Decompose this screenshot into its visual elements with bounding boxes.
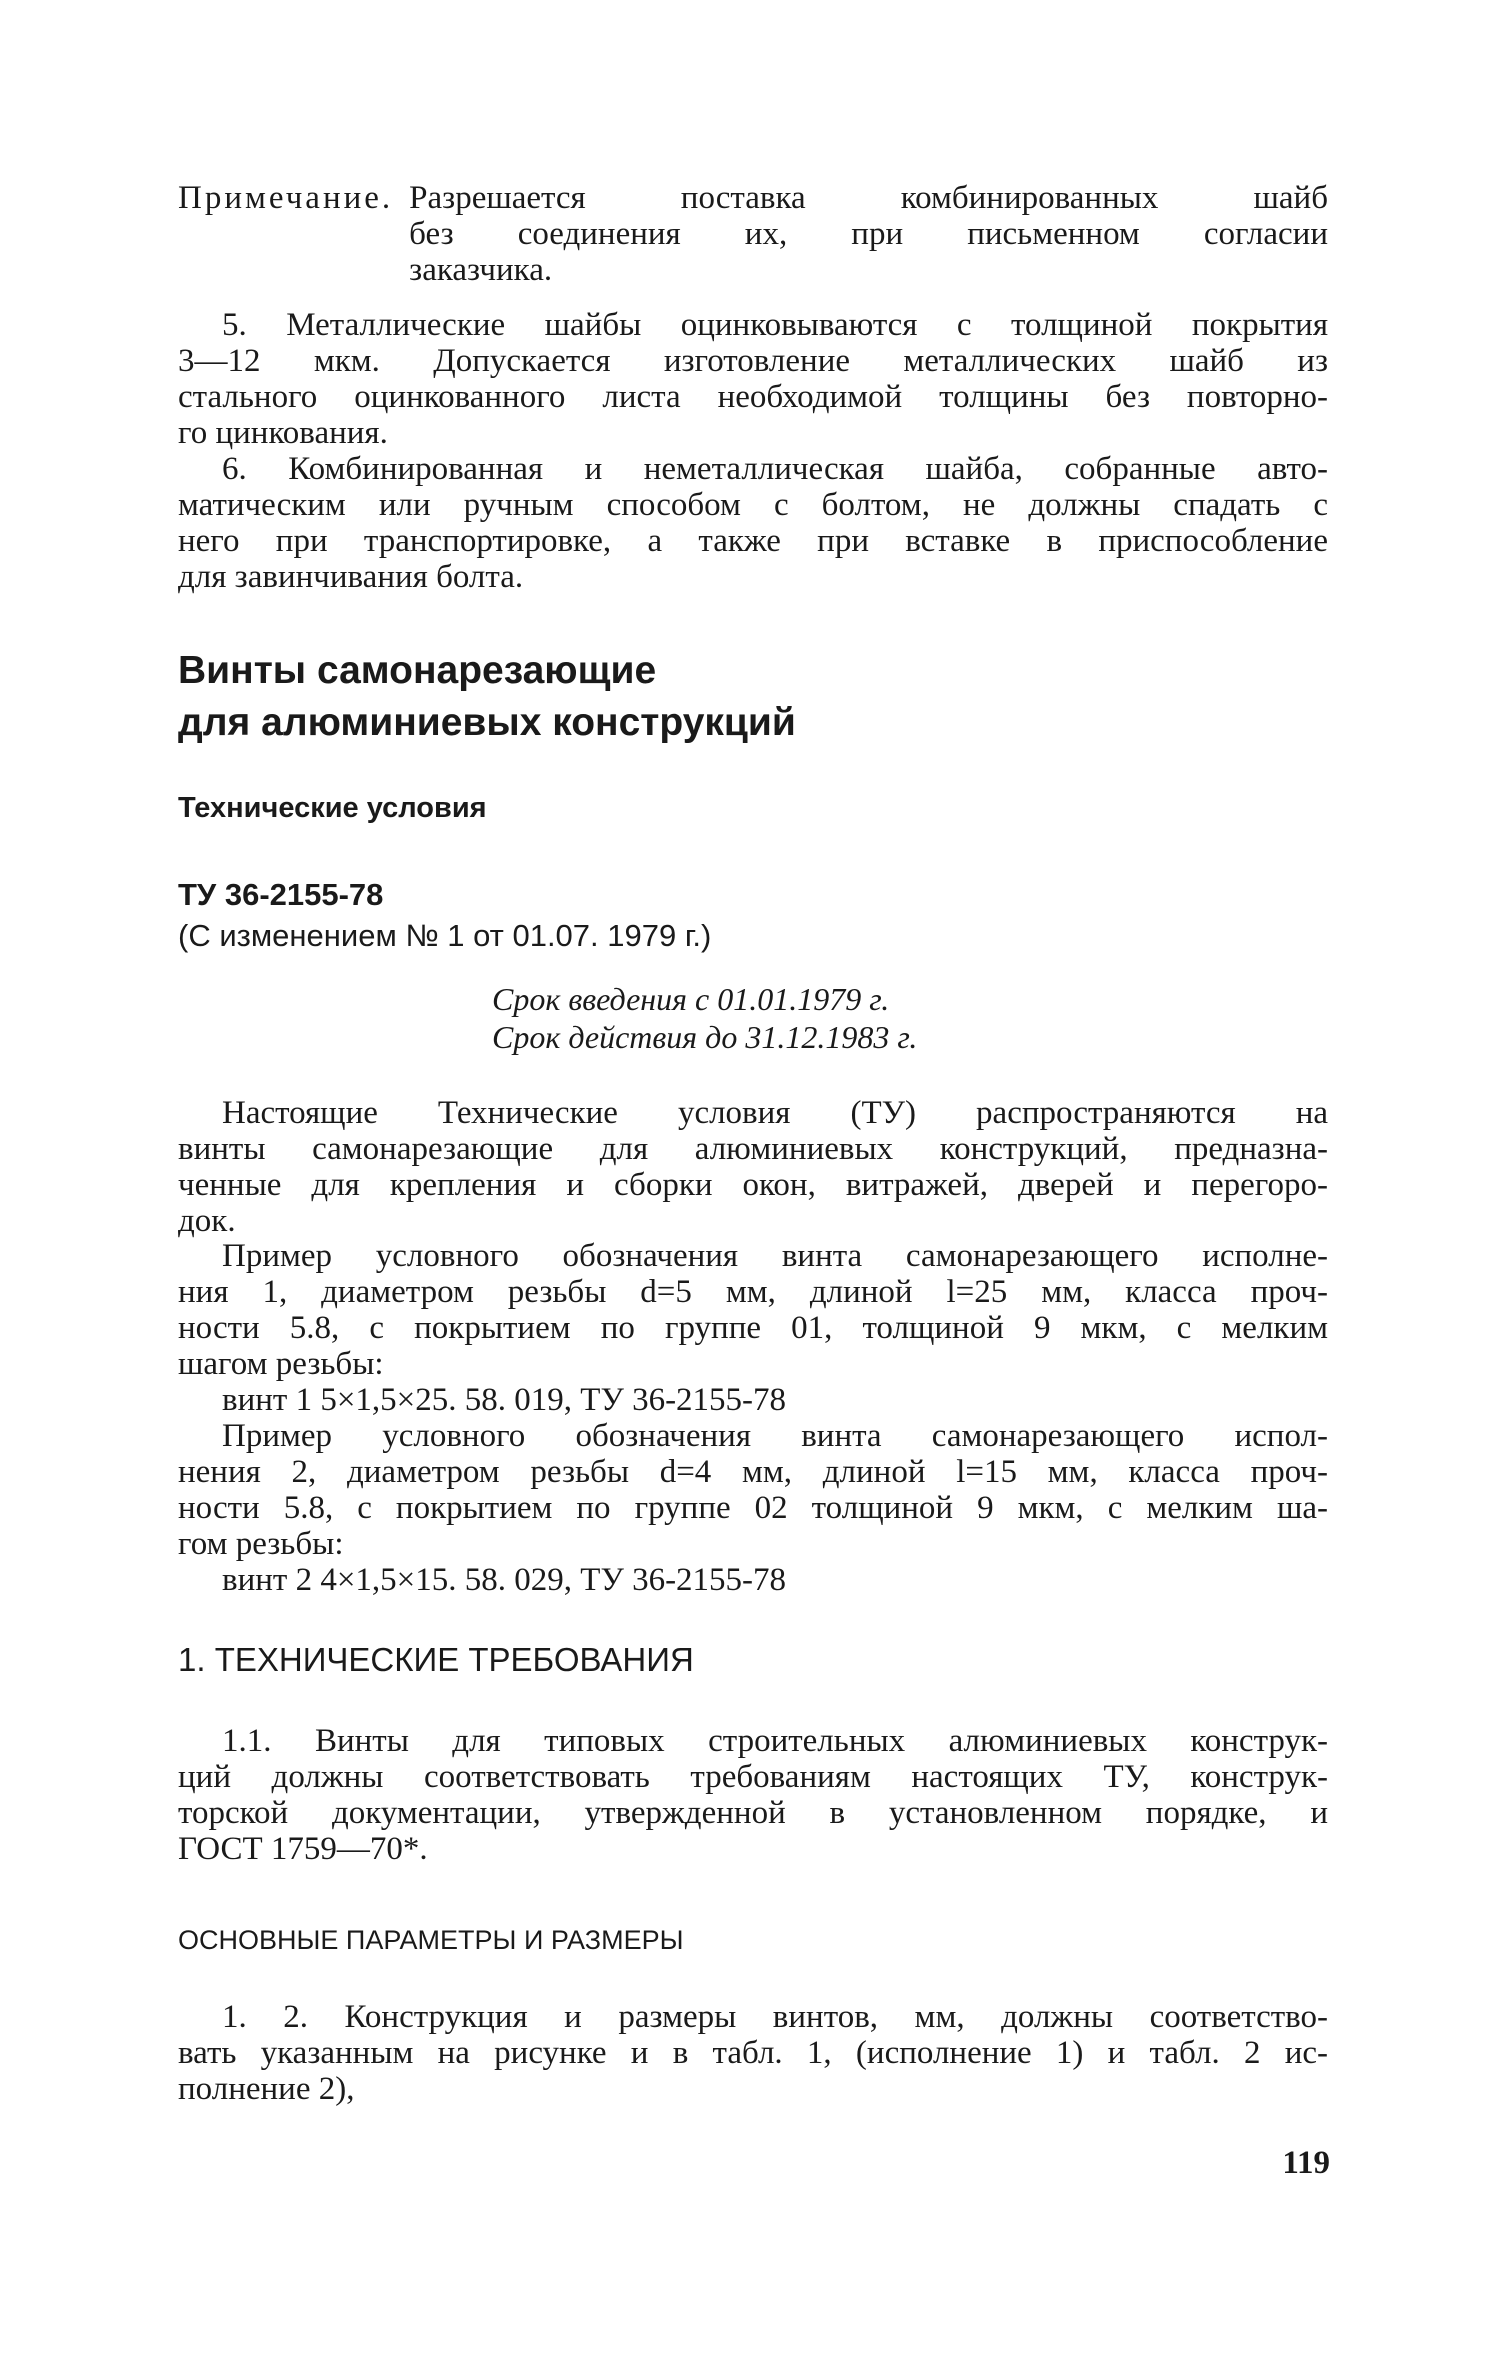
item-1-1 <box>178 1723 1328 1867</box>
note-line: заказчика. <box>409 252 553 288</box>
subsection-heading <box>178 1923 1328 1957</box>
example-1-code: винт 1 5×1,5×25. 58. 019, ТУ 36-2155-78 <box>222 1382 787 1418</box>
item-6-line: 6. Комбинированная и неметаллическая шайба, собранные авто- <box>222 451 1328 487</box>
item-5-line: го цинкования. <box>178 415 388 451</box>
example-1-line: ности 5.8, с покрытием по группе 01, толщиной 9 мкм, с мелким <box>178 1310 1328 1346</box>
item-1-2-line: полнение 2), <box>178 2071 355 2107</box>
doc-code: ТУ 36-2155-78 <box>178 877 384 912</box>
note-line: Разрешается поставка комбинированных шайб <box>409 180 1328 216</box>
item-5-line: 3—12 мкм. Допускается изготовление металлических шайб из <box>178 343 1328 379</box>
intro-line: док. <box>178 1203 236 1239</box>
doc-code-block <box>178 876 1328 958</box>
example-2-line: нения 2, диаметром резьбы d=4 мм, длиной l=15 мм, класса проч- <box>178 1454 1328 1490</box>
item-6-line: матическим или ручным способом с болтом, не должны спадать с <box>178 487 1328 523</box>
intro-line: ченные для крепления и сборки окон, витражей, дверей и перегоро- <box>178 1167 1328 1203</box>
title-line-2: для алюминиевых конструкций <box>178 701 796 744</box>
page-number-text: 119 <box>1282 2145 1330 2181</box>
amendment: (С изменением № 1 от 01.07. 1979 г.) <box>178 918 712 953</box>
example-1-line: шагом резьбы: <box>178 1346 384 1382</box>
item-1-2-line: 1. 2. Конструкция и размеры винтов, мм, должны соответство- <box>222 1999 1328 2035</box>
intro-paragraph <box>178 1095 1328 1239</box>
note-line: без соединения их, при письменном согласии <box>409 216 1328 252</box>
example-2-line: ности 5.8, с покрытием по группе 02 толщиной 9 мкм, с мелким ша- <box>178 1490 1328 1526</box>
example-2-line: Пример условного обозначения винта самонарезающего испол- <box>222 1418 1328 1454</box>
item-1-2 <box>178 1999 1328 2107</box>
example-2-line: гом резьбы: <box>178 1526 344 1562</box>
validity-expiry: Срок действия до 31.12.1983 г. <box>492 1019 918 1055</box>
item-5 <box>178 307 1328 451</box>
item-6-line: него при транспортировке, а также при вставке в приспособление <box>178 523 1328 559</box>
intro-line: винты самонарезающие для алюминиевых конструкций, предназна- <box>178 1131 1328 1167</box>
document-subtitle <box>178 790 1328 826</box>
item-1-1-line: ГОСТ 1759—70*. <box>178 1831 428 1867</box>
item-6 <box>178 451 1328 595</box>
subtitle-text: Технические условия <box>178 792 487 824</box>
item-5-line: 5. Металлические шайбы оцинковываются с толщиной покрытия <box>222 307 1328 343</box>
validity-intro: Срок введения с 01.01.1979 г. <box>492 981 890 1017</box>
title-line-1: Винты самонарезающие <box>178 649 657 692</box>
item-1-1-line: торской документации, утвержденной в установленном порядке, и <box>178 1795 1328 1831</box>
section-heading <box>178 1640 1328 1680</box>
intro-line: Настоящие Технические условия (ТУ) распространяются на <box>222 1095 1328 1131</box>
example-2-code: винт 2 4×1,5×15. 58. 029, ТУ 36-2155-78 <box>222 1562 787 1598</box>
example-1-line: ния 1, диаметром резьбы d=5 мм, длиной l=25 мм, класса проч- <box>178 1274 1328 1310</box>
example-2 <box>178 1418 1328 1598</box>
section-1-title: 1. ТЕХНИЧЕСКИЕ ТРЕБОВАНИЯ <box>178 1641 694 1678</box>
item-1-1-line: ций должны соответствовать требованиям настоящих ТУ, конструк- <box>178 1759 1328 1795</box>
document-title <box>178 645 1328 749</box>
example-1 <box>178 1238 1328 1418</box>
item-5-line: стального оцинкованного листа необходимой толщины без повторно- <box>178 379 1328 415</box>
subsection-title: ОСНОВНЫЕ ПАРАМЕТРЫ И РАЗМЕРЫ <box>178 1925 684 1955</box>
item-1-1-line: 1.1. Винты для типовых строительных алюминиевых конструк- <box>222 1723 1328 1759</box>
validity-block <box>492 980 1092 1056</box>
note-text <box>409 180 1328 288</box>
note-block <box>178 180 1328 288</box>
page-number <box>1240 2143 1330 2183</box>
note-label: Примечание. <box>178 180 394 216</box>
item-1-2-line: вать указанным на рисунке и в табл. 1, (исполнение 1) и табл. 2 ис- <box>178 2035 1328 2071</box>
example-1-line: Пример условного обозначения винта самонарезающего исполне- <box>222 1238 1328 1274</box>
item-6-line: для завинчивания болта. <box>178 559 524 595</box>
